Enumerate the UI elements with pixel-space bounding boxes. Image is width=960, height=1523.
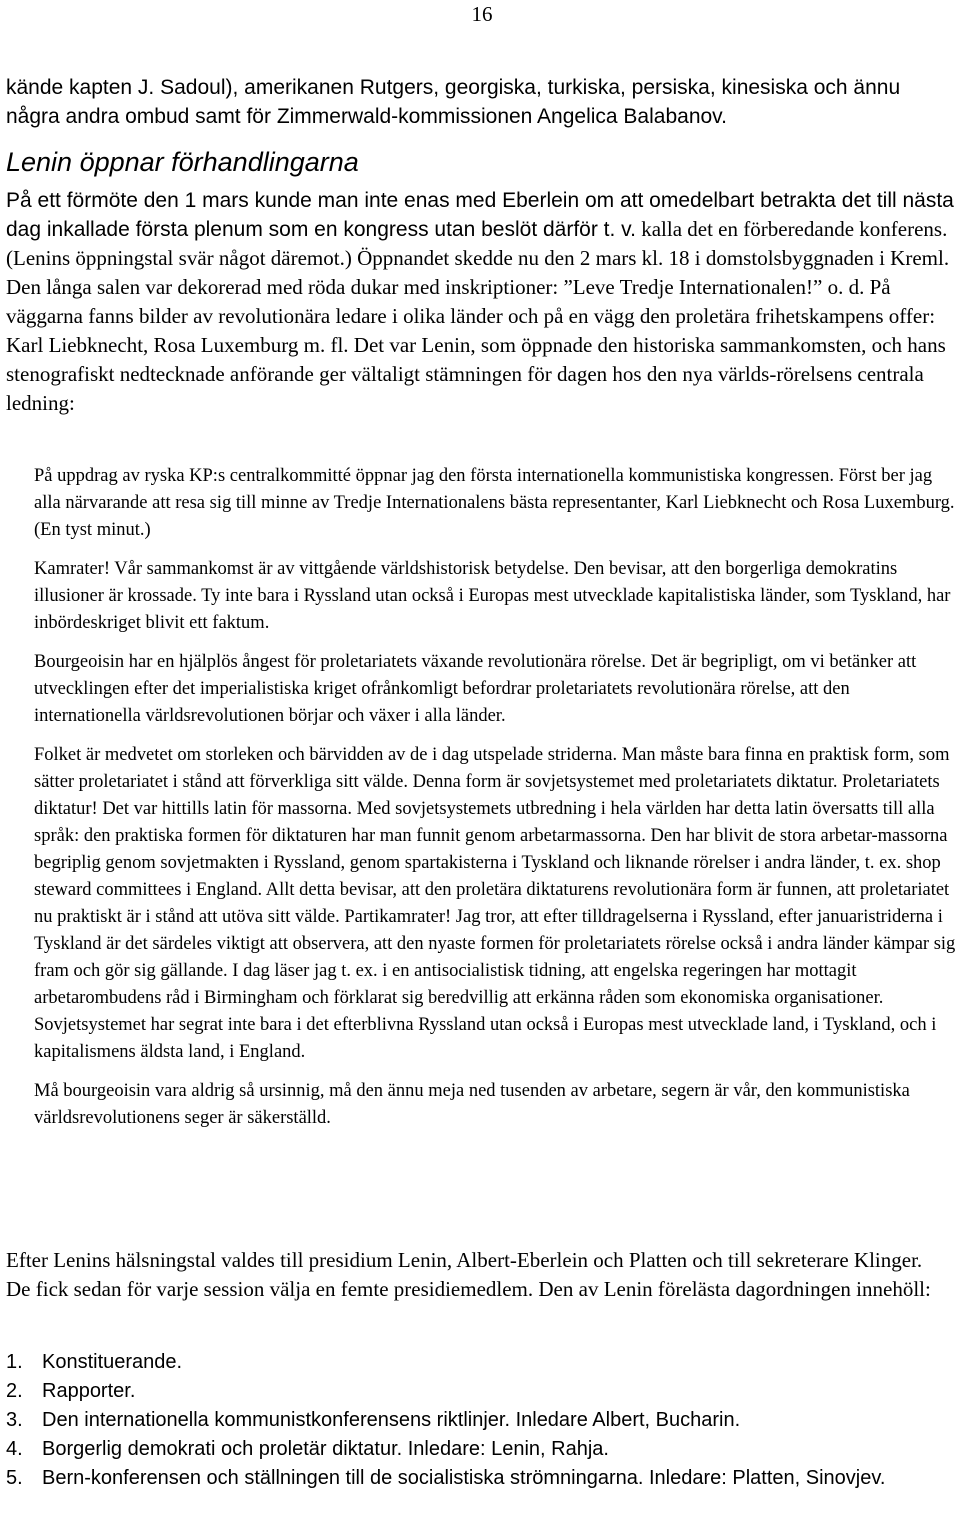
agenda-item-number: 4. (6, 1438, 23, 1460)
page-number: 16 (471, 2, 493, 26)
section-heading: Lenin öppnar förhandlingarna (6, 147, 359, 177)
presidium-paragraph: Efter Lenins hälsningstal valdes till presidium Lenin, Albert-Eberlein och Platten och till sekreterare Klinger. De fick sedan för varje session välja en femte presidiemedlem. Den av Lenin förelästa dagordningen innehöll: (6, 1248, 931, 1301)
agenda-item-text: Den internationella kommunistkonferensens riktlinjer. Inledare Albert, Bucharin. (42, 1409, 741, 1431)
section-lead-text: På ett förmöte den 1 mars kunde man inte enas med Eberlein om att omedelbart betrakta det till nästa dag inkallade första plenum som en kongress utan beslöt därför t. v. (6, 189, 954, 241)
intro-paragraph: kände kapten J. Sadoul), amerikanen Rutgers, georgiska, turkiska, persiska, kinesiska och ännu några andra ombud samt för Zimmerwald-kommissionen Angelica Balabanov. (6, 76, 901, 128)
agenda-item-text: Rapporter. (42, 1380, 136, 1402)
agenda-item-number: 3. (6, 1409, 23, 1431)
quote-paragraph: Må bourgeoisin vara aldrig så ursinnig, må den ännu meja ned tusenden av arbetare, segern är vår, den kommunistiska världsrevolutionens seger är säkerställd. (34, 1081, 910, 1128)
quote-paragraph: På uppdrag av ryska KP:s centralkommitté öppnar jag den första internationella kommunistiska kongressen. Först ber jag alla närvarande att resa sig till minne av Tredje Internationalens bästa representanter, Karl Liebknecht och Rosa Luxemburg. (En tyst minut.) (34, 466, 955, 540)
section-body-paragraph (6, 186, 960, 418)
quote-paragraph: Kamrater! Vår sammankomst är av vittgående världshistorisk betydelse. Den bevisar, att den borgerliga demokratins illusioner är krossade. Ty inte bara i Ryssland utan också i Europas mest utvecklade kapitalistiska länder, som Tyskland, har inbördeskriget blivit ett faktum. (34, 559, 951, 633)
section-body-text: kalla det en förberedande konferens. (Lenins öppningstal svär något däremot.) Öppnandet skedde nu den 2 mars kl. 18 i domstolsbyggnaden i Kreml. Den långa salen var dekorerad med röda dukar med inskriptioner: ”Leve Tredje Internationalen!” o. d. På väggarna fanns bilder av revolutionära ledare i olika länder och på en vägg den proletära frihetskampens offer: Karl Liebknecht, Rosa Luxemburg m. fl. Det var Lenin, som öppnade den historiska sammankomsten, och hans stenografiskt nedtecknade anförande ger vältaligt stämningen för dagen hos den nya världs-rörelsens centrala ledning: (6, 217, 950, 415)
lenin-speech-quote (34, 463, 959, 1144)
quote-paragraph: Folket är medvetet om storleken och bärvidden av de i dag utspelade striderna. Man måste bara finna en praktisk form, som sätter proletariatet i stånd att förverkliga sitt välde. Denna form är sovjetsystemet med proletariatets diktatur. Proletariatets diktatur! Det var hittills latin för massorna. Med sovjetsystemets utbredning i hela världen har detta latin översatts till alla språk: den praktiska formen för diktaturen har man funnit genom arbetarmassorna. Den har blivit de stora arbetar-massorna begriplig genom sovjetmakten i Ryssland, genom spartakisterna i Tyskland och liknande rörelser i andra länder, t. ex. shop steward committees i England. Allt detta bevisar, att den proletära diktaturens revolutionära form är funnen, att proletariatet nu praktiskt är i stånd att utöva sitt välde. Partikamrater! Jag tror, att efter tilldragelserna i Ryssland, efter januaristriderna i Tyskland är det särdeles viktigt att observera, att den nyaste formen för proletariatets rörelse också i andra länder kämpar sig fram och gör sig gällande. I dag läser jag t. ex. i en antisocialistisk tidning, att engelska regeringen har mottagit arbetarombudens råd i Birmingham och förklarat sig beredvillig att erkänna råden som ekonomiska organisationer. Sovjetsystemet har segrat inte bara i det efterblivna Ryssland utan också i Europas mest utvecklade land, i Tyskland, och i kapitalismens äldsta land, i England. (34, 745, 956, 1062)
agenda-item-number: 1. (6, 1351, 23, 1373)
agenda-item-text: Borgerlig demokrati och proletär diktatur. Inledare: Lenin, Rahja. (42, 1438, 609, 1460)
agenda-item (6, 1406, 946, 1435)
agenda-item-number: 2. (6, 1380, 23, 1402)
agenda-item-number: 5. (6, 1467, 23, 1489)
agenda-item (6, 1464, 946, 1493)
agenda-item (6, 1348, 946, 1377)
agenda-item-text: Bern-konferensen och ställningen till de socialistiska strömningarna. Inledare: Platten, Sinovjev. (42, 1467, 886, 1489)
agenda-item (6, 1435, 946, 1464)
agenda-item-text: Konstituerande. (42, 1351, 183, 1373)
quote-paragraph: Bourgeoisin har en hjälplös ångest för proletariatets växande revolutionära rörelse. Det är begripligt, om vi betänker att utvecklingen efter det imperialistiska kriget ofrånkomligt befordrar proletariatets revolutionära rörelse, att den internationella världsrevolutionen börjar och växer i alla länder. (34, 652, 917, 726)
agenda-item (6, 1377, 946, 1406)
agenda-list (6, 1348, 946, 1493)
